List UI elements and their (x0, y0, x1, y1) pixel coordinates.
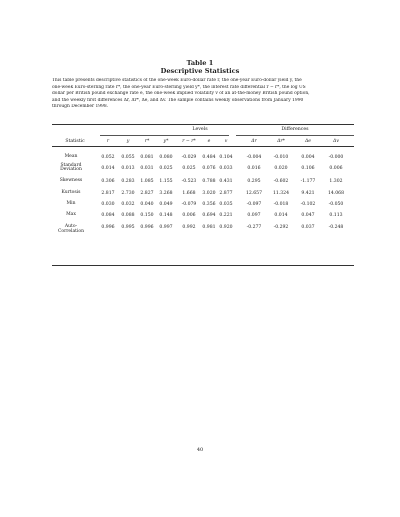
table-cell: 0.025 (182, 166, 196, 171)
column-header: Statistic (65, 139, 85, 144)
table-bottom-rule (52, 265, 354, 266)
table-cell: 0.431 (219, 179, 233, 184)
table-cell: 0.013 (121, 166, 135, 171)
table-cell: 0.081 (140, 155, 154, 160)
table-cell: -0.010 (273, 155, 289, 160)
row-label: Mean (64, 154, 78, 159)
table-cell: 12.657 (245, 191, 263, 196)
table-cell: 0.484 (202, 155, 216, 160)
table-cell: 0.020 (274, 166, 288, 171)
table-title: Descriptive Statistics (160, 67, 240, 75)
table-cell: 1.085 (140, 179, 154, 184)
table-cell: 0.106 (301, 166, 315, 171)
table-cell: 0.076 (202, 166, 216, 171)
table-cell: -0.277 (246, 225, 262, 230)
table-cell: 0.694 (202, 213, 216, 218)
table-cell: 0.006 (182, 213, 196, 218)
column-header: e (207, 139, 211, 144)
row-label: Kurtosis (61, 190, 81, 195)
column-header: y (126, 139, 130, 144)
row-label: Max (66, 212, 76, 217)
row-label: Skewness (59, 178, 83, 183)
column-header: Δe (304, 139, 312, 144)
table-cell: 0.997 (159, 225, 173, 230)
column-header: r (106, 139, 110, 144)
table-cell: 3.020 (202, 191, 216, 196)
table-cell: 0.016 (247, 166, 261, 171)
table-cell: -0.292 (273, 225, 289, 230)
table-top-rule (52, 124, 354, 125)
caption-line: and the weekly first differences Δr, Δr*, Δe, and Δv. The sample contains weekly observations from January 1990 (52, 97, 304, 103)
table-cell: 2.827 (140, 191, 154, 196)
table-cell: -0.000 (328, 155, 344, 160)
table-cell: 0.920 (219, 225, 233, 230)
table-cell: 0.788 (202, 179, 216, 184)
table-cell: -0.102 (300, 202, 316, 207)
table-cell: 0.150 (140, 213, 154, 218)
table-cell: 0.996 (140, 225, 154, 230)
table-cell: 0.030 (101, 202, 115, 207)
table-cell: 0.004 (301, 155, 315, 160)
table-cell: 0.992 (182, 225, 196, 230)
table-cell: 0.032 (121, 202, 135, 207)
table-cell: 0.006 (329, 166, 343, 171)
group-header-levels: Levels (192, 127, 208, 132)
table-cell: -1.177 (300, 179, 316, 184)
table-cell: -0.004 (246, 155, 262, 160)
table-cell: 0.037 (301, 225, 315, 230)
table-cell: 0.995 (121, 225, 135, 230)
row-label: Min (66, 201, 76, 206)
table-cell: 0.080 (159, 155, 173, 160)
table-cell: 9.421 (301, 191, 315, 196)
row-label: Auto-Correlation (57, 224, 85, 234)
column-header: y* (163, 139, 169, 144)
differences-subrule (236, 135, 354, 136)
table-cell: 0.104 (219, 155, 233, 160)
table-cell: 0.356 (202, 202, 216, 207)
table-cell: 1.668 (182, 191, 196, 196)
table-caption (52, 78, 352, 111)
table-cell: 0.047 (301, 213, 315, 218)
table-cell: 0.040 (140, 202, 154, 207)
page-number: 40 (196, 447, 204, 453)
table-cell: 0.049 (159, 202, 173, 207)
table-cell: 0.055 (121, 155, 135, 160)
table-cell: 0.084 (101, 213, 115, 218)
table-cell: 11.324 (272, 191, 290, 196)
table-label: Table 1 (186, 59, 214, 67)
table-header-rule (52, 146, 354, 147)
table-cell: -0.050 (328, 202, 344, 207)
column-header: r − r* (182, 139, 196, 144)
table-cell: 0.097 (247, 213, 261, 218)
row-label: Standard Deviation (60, 162, 82, 173)
column-header: Δv (333, 139, 339, 144)
table-cell: 0.148 (159, 213, 173, 218)
caption-line: This table presents descriptive statistics of the one-week Euro-dollar rate r, the one-year Euro-dollar yield y, the (52, 78, 302, 83)
column-header: Δr (251, 139, 257, 144)
table-cell: -0.029 (181, 155, 197, 160)
table-cell: 0.052 (101, 155, 115, 160)
column-header: Δr* (277, 139, 285, 144)
table-cell: -0.248 (328, 225, 344, 230)
caption-line: one-week Euro-sterling rate r*, the one-year Euro-sterling yield y*, the interest rate differential r − r*, the log US (52, 84, 306, 90)
table-cell: 2.877 (219, 191, 233, 196)
table-cell: 0.025 (159, 166, 173, 171)
table-cell: 0.014 (274, 213, 288, 218)
table-cell: 3.268 (159, 191, 173, 196)
table-cell: -0.018 (273, 202, 289, 207)
table-cell: 0.981 (202, 225, 216, 230)
table-cell: -0.097 (246, 202, 262, 207)
table-cell: 0.113 (329, 213, 343, 218)
caption-line: through December 1998. (52, 104, 109, 110)
table-cell: -0.079 (181, 202, 197, 207)
group-header-differences: Differences (281, 127, 309, 132)
caption-line: dollar per British pound exchange rate e, the one-week implied volatility v of an at-the-money British pound option, (52, 91, 310, 97)
table-cell: 2.730 (121, 191, 135, 196)
table-cell: 0.088 (121, 213, 135, 218)
table-cell: 1.155 (159, 179, 173, 184)
table-cell: 1.302 (329, 179, 343, 184)
table-cell: 0.035 (219, 202, 233, 207)
levels-subrule (100, 135, 229, 136)
table-cell: -0.602 (273, 179, 289, 184)
table-cell: 0.014 (101, 166, 115, 171)
table-cell: 0.221 (219, 213, 233, 218)
table-cell: 0.295 (247, 179, 261, 184)
table-cell: 0.033 (219, 166, 233, 171)
table-cell: 0.996 (101, 225, 115, 230)
column-header: v (224, 139, 228, 144)
table-cell: 0.306 (101, 179, 115, 184)
table-cell: 0.031 (140, 166, 154, 171)
table-cell: 2.817 (101, 191, 115, 196)
column-header: r* (144, 139, 150, 144)
table-cell: 14.068 (327, 191, 345, 196)
table-cell: 0.283 (121, 179, 135, 184)
table-cell: -0.523 (181, 179, 197, 184)
